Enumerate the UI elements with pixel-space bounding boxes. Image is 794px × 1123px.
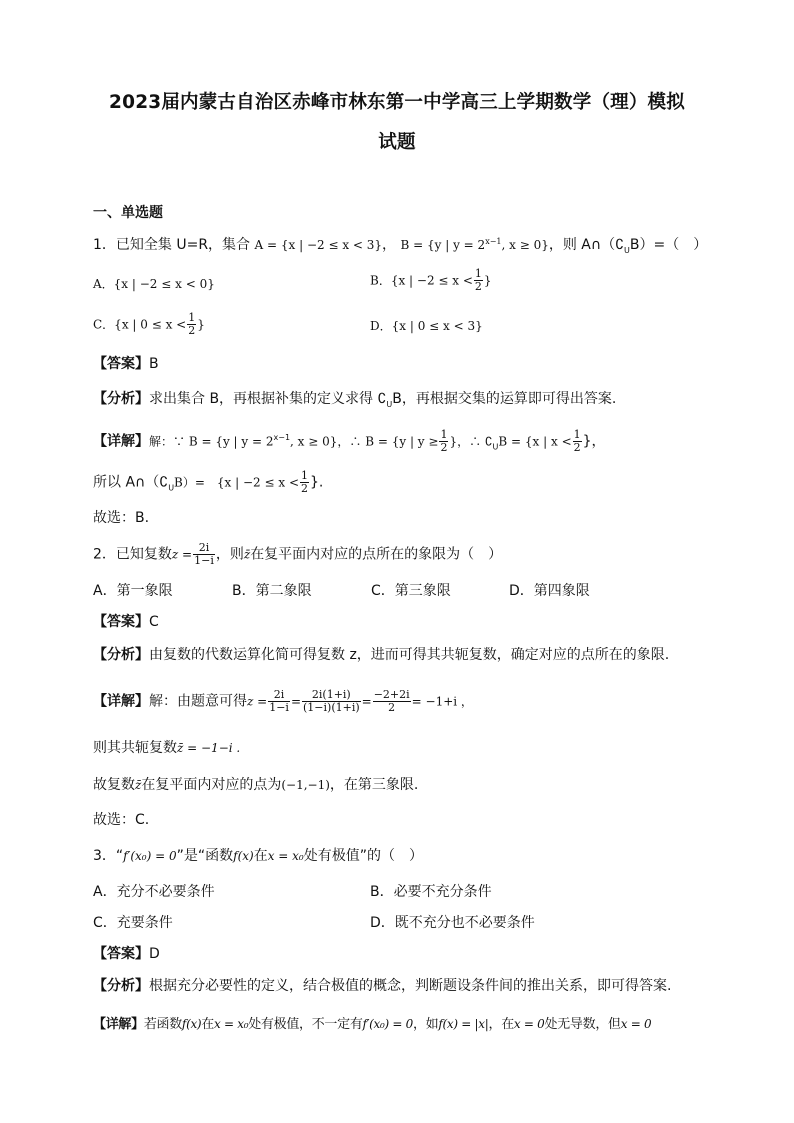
q1-lead: 1．已知全集 U=R，集合 [93,237,251,253]
q1-option-c-den: 2 [188,324,196,337]
q3-detail-a: 若函数 [143,1017,182,1032]
q1-option-c-post: } [197,317,205,332]
q3-tail: 处有极值”的（ ） [303,848,423,864]
q2-detail-f2n: 2i(1+i) [311,688,351,701]
q1-detail2-b: B）= {x | −2 ≤ x < [174,475,300,490]
q3-answer-tag: 【答案】 [93,946,149,962]
q3-analysis-tag: 【分析】 [93,978,149,994]
q2-lead: 2．已知复数 [93,546,172,563]
q1-detail2-num: 1 [301,469,309,482]
q3-xeq: x = x₀ [267,849,304,863]
q3-detail-e: ，在 [488,1017,514,1032]
q1-analysis [93,389,616,415]
q1-analysis-text: 求出集合 B，再根据补集的定义求得 ∁ [149,391,387,407]
q3-option-c: C．充要条件 [93,915,173,931]
q3-option-b: B．必要不充分条件 [370,884,492,900]
q2-analysis-tag: 【分析】 [93,647,149,663]
q2-detail3-c: ，在第三象限. [329,777,419,793]
q3-mid: ”是“函数 [176,848,234,864]
q1-analysis-sub: U [386,399,393,409]
q1-pick: 故选：B. [93,510,150,526]
q2-answer [93,612,159,632]
q2-detail-f1d: 1−i [269,701,289,714]
q1-detail-frac1 [439,429,448,454]
q1-option-b [370,268,492,293]
q3-detail-fx: f(x) [181,1017,202,1031]
q1-option-b-num: 1 [474,267,482,280]
q1-detail2-a: 所以 A∩（∁ [93,474,169,491]
document-title-line1: 2023届内蒙古自治区赤峰市林东第一中学高三上学期数学（理）模拟 [109,92,685,113]
q1-option-c-num: 1 [188,311,196,324]
q2-detail-f2d: (1−i)(1+i) [303,701,360,714]
q3-mid2: 在 [253,848,268,864]
q2-detail-tail: = −1+i ， [411,694,473,709]
q1-stem [93,232,707,261]
q2-frac [193,542,215,567]
q2-detail-line1 [93,689,473,714]
q3-detail-x0: x = 0 [513,1017,545,1031]
q2-detail-line2 [93,738,240,758]
q1-option-a [93,274,215,294]
q2-answer-value: C [149,614,159,630]
q3-option-d: D．既不充分也不必要条件 [370,915,535,931]
q2-option-a: A．第一象限 [93,583,173,599]
q1-answer-tag: 【答案】 [93,356,149,372]
q1-detail-den1: 2 [440,441,448,455]
q1-option-b-post: } [483,273,492,288]
q1-detail-num2: 1 [573,428,581,442]
q2-option-c: C．第三象限 [371,583,451,599]
q1-set-b [401,238,549,252]
q2-frac-den: 1−i [194,554,214,567]
q3-analysis-text: 根据充分必要性的定义，结合极值的概念，判断题设条件间的推出关系，即可得答案. [149,978,672,994]
q1-option-d [370,316,483,336]
q2-detail-frac1 [268,689,290,714]
q3-detail-fprime: f′(x₀) = 0 [362,1017,413,1031]
q2-detail-line3 [93,775,418,795]
q1-detail-sub: U [492,442,499,452]
q1-detail-e: }， [582,433,606,450]
document-title-line2: 试题 [378,132,416,153]
q1-detail-tag: 【详解】 [93,433,149,450]
q1-detail-num1: 1 [440,428,448,442]
q2-detail-eq2: = [361,694,372,709]
q1-analysis-tag: 【分析】 [93,391,149,407]
q3-detail-tag: 【详解】 [93,1017,144,1032]
q2-detail-tag: 【详解】 [93,693,149,710]
q1-option-c-frac [187,312,196,337]
q2-detail2-math: z̄ = −1−i . [177,741,241,755]
q1-option-a-text: A．{x | −2 ≤ x < 0} [93,277,215,291]
q2-answer-tag: 【答案】 [93,614,149,630]
q3-detail-b: 在 [201,1017,214,1032]
q1-set-b-tail: , x ≥ 0} [501,238,549,252]
q2-detail3-point: (−1,−1) [281,778,330,792]
q1-ask-tail: B）=（ ） [629,237,708,253]
q1-detail-c: }，∴ ∁ [449,434,493,449]
section-heading: 一、单选题 [93,205,163,221]
q3-answer [93,944,160,964]
q2-detail3-b: 在复平面内对应的点为 [141,777,282,793]
q3-detail-f: 处无导数，但 [544,1017,621,1032]
q1-sep: ， [382,237,397,253]
q3-detail [93,1014,651,1035]
q2-ask-tail: 在复平面内对应的点所在的象限为（ ） [250,546,503,563]
q3-detail-xeq: x = x₀ [214,1017,249,1031]
q2-analysis-text: 由复数的代数运算化简可得复数 z，进而可得其共轭复数，确定对应的点所在的象限. [149,647,670,663]
q3-fprime: f′(x₀) = 0 [123,849,177,863]
q2-detail3-a: 故复数 [93,777,135,793]
q2-option-b: B．第二象限 [232,583,312,599]
q2-option-d: D．第四象限 [509,583,590,599]
q3-detail-c: 处有极值，不一定有 [248,1017,363,1032]
q2-detail-a: 解：由题意可得 [149,693,247,710]
q2-ask: ，则 [215,546,244,563]
q3-detail-d: ，如 [412,1017,439,1032]
q2-detail-eq1: = [290,694,301,709]
q2-analysis [93,645,669,665]
q3-stem [93,846,423,866]
q2-detail-f3d: 2 [373,701,411,714]
q1-set-a: A = {x | −2 ≤ x < 3} [254,238,383,252]
q1-option-b-den: 2 [474,280,482,293]
q1-analysis-tail: B，再根据交集的运算即可得出答案. [392,391,617,407]
q1-set-b-exp: x−1 [485,237,502,246]
q1-ask: ，则 A∩（∁ [548,237,625,253]
q2-detail-frac3 [373,689,411,714]
q1-detail-a: 解：∵ B = {y | y = 2 [149,434,274,449]
q1-detail-exp: x−1 [273,433,291,442]
q2-zeq: z = [171,547,193,562]
q1-detail-den2: 2 [573,441,581,455]
q1-answer [93,354,159,374]
q2-detail-f3n: −2+2i [373,688,410,701]
q1-detail-d: B = {x | x < [498,434,572,449]
q2-stem [93,542,502,567]
q1-detail2-den: 2 [301,482,309,495]
q2-frac-num: 2i [198,541,210,554]
q1-option-c-pre: C．{x | 0 ≤ x < [93,317,187,332]
q1-detail2-c: }. [310,474,324,491]
q2-zbar: z̄ [243,547,251,562]
q1-set-b-main: B = {y | y = 2 [400,238,486,252]
q3-answer-value: D [149,946,160,962]
q1-option-b-pre: B．{x | −2 ≤ x < [370,273,473,288]
q1-option-c [93,312,205,337]
q3-fx: f(x) [233,849,254,863]
q1-detail2-sub: U [168,483,175,493]
q1-detail-b: , x ≥ 0}，∴ B = {y | y ≥ [290,434,439,449]
q1-detail-line2 [93,470,323,498]
q3-analysis [93,976,671,996]
q3-detail-fabs: f(x) = |x| [438,1017,489,1031]
q3-lead: 3．“ [93,848,124,864]
q2-pick: 故选：C. [93,812,150,828]
q2-detail-f1n: 2i [273,688,285,701]
q1-detail-line1 [93,428,606,457]
q3-detail-x0b: x = 0 [620,1017,652,1031]
q2-detail-z: z = [247,694,268,709]
q2-detail3-zbar: z̄ [135,778,142,792]
q1-detail-frac2 [573,429,582,454]
q1-detail2-frac [300,470,309,495]
q2-detail-frac2 [302,689,361,714]
q1-option-d-text: D．{x | 0 ≤ x < 3} [370,319,483,333]
q1-answer-value: B [149,356,159,372]
q1-ask-sub: U [624,245,630,255]
q2-detail2-text: 则其共轭复数 [93,740,177,756]
q1-option-b-frac [474,268,483,293]
q3-option-a: A．充分不必要条件 [93,884,215,900]
